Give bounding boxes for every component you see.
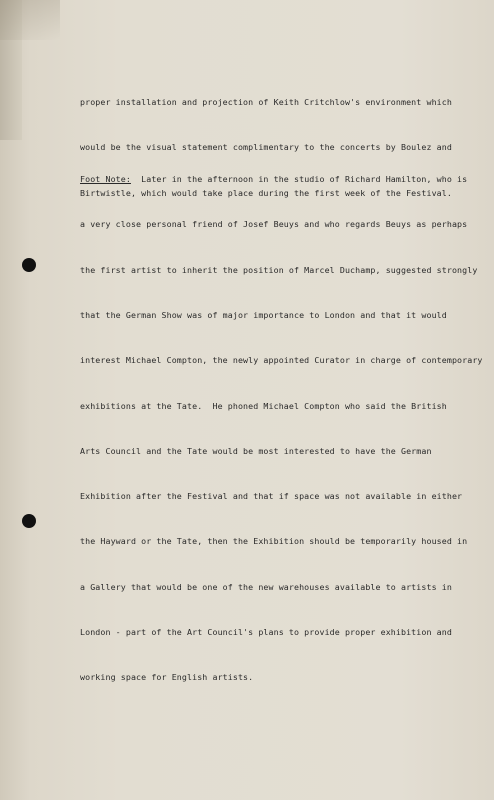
footnote-label: Foot Note:	[80, 174, 131, 185]
text-line: exhibitions at the Tate. He phoned Michael Compton who said the British	[80, 400, 447, 411]
footnote-paragraph	[80, 142, 490, 716]
text-line: the first artist to inherit the position of Marcel Duchamp, suggested strongly	[80, 264, 478, 275]
punch-hole-top	[22, 258, 36, 272]
text-line: interest Michael Compton, the newly appointed Curator in charge of contemporary	[80, 355, 483, 366]
text-line: would be the visual statement complimentary to the concerts by Boulez and	[80, 142, 452, 153]
text-line: that the German Show was of major importance to London and that it would	[80, 310, 447, 321]
text-line: Arts Council and the Tate would be most interested to have the German	[80, 445, 432, 456]
text-line: London - part of the Art Council's plans to provide proper exhibition and	[80, 627, 452, 637]
footnote-first-line	[80, 172, 490, 187]
text-line: working space for English artists.	[80, 672, 254, 683]
text-line: Birtwistle, which would take place during the first week of the Festival.	[80, 187, 452, 198]
page-crease	[0, 0, 60, 40]
text-line: Exhibition after the Festival and that if space was not available in either	[80, 491, 463, 502]
text-line: a very close personal friend of Josef Beuys and who regards Beuys as perhaps	[80, 219, 468, 230]
text-line: proper installation and projection of Keith Critchlow's environment which	[80, 97, 452, 108]
text-line: a Gallery that would be one of the new warehouses available to artists in	[80, 581, 452, 592]
punch-hole-bottom	[22, 514, 36, 528]
footnote-first-line-text: Later in the afternoon in the studio of Richard Hamilton, who is	[130, 174, 468, 185]
text-line: the Hayward or the Tate, then the Exhibition should be temporarily housed in	[80, 536, 468, 547]
